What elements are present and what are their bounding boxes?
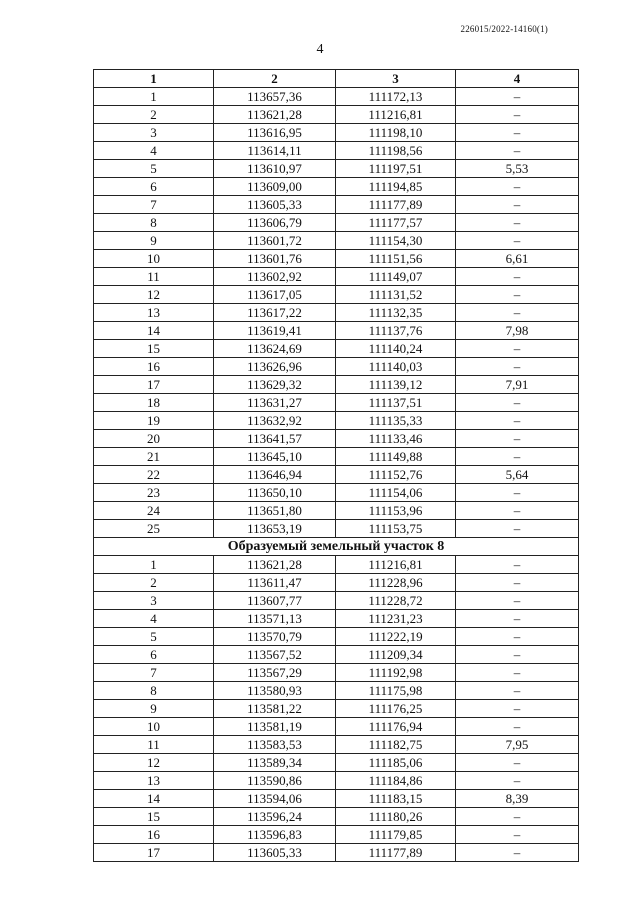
table-row [94,196,579,214]
table-cell: 111194,85 [336,178,456,196]
table-cell: 113596,24 [214,808,336,826]
table-cell: 113632,92 [214,412,336,430]
table-row [94,844,579,862]
table-cell: 111132,35 [336,304,456,322]
column-header: 2 [214,70,336,88]
table-cell: 113621,28 [214,106,336,124]
table-cell: 5,53 [456,160,579,178]
table-cell: – [456,700,579,718]
document-id: 226015/2022-14160(1) [460,24,548,34]
table-cell: 113581,19 [214,718,336,736]
table-row [94,484,579,502]
table-cell: 113589,34 [214,754,336,772]
table-cell: 111149,07 [336,268,456,286]
table-cell: 111137,76 [336,322,456,340]
table-cell: – [456,448,579,466]
table-cell: 113590,86 [214,772,336,790]
table-cell: – [456,358,579,376]
table-cell: 111185,06 [336,754,456,772]
table-cell: 6 [94,178,214,196]
table-row [94,88,579,106]
table-row [94,736,579,754]
table-row [94,502,579,520]
page-number: 4 [316,42,324,57]
table-cell: 111197,51 [336,160,456,178]
table-cell: 113609,00 [214,178,336,196]
column-header: 1 [94,70,214,88]
table-cell: 4 [94,610,214,628]
table-cell: 14 [94,790,214,808]
table-row [94,268,579,286]
table-row [94,826,579,844]
table-cell: 5,64 [456,466,579,484]
table-cell: 6 [94,646,214,664]
table-cell: 2 [94,574,214,592]
section-header-group [94,538,579,556]
column-header: 3 [336,70,456,88]
table-cell: 111153,75 [336,520,456,538]
table-cell: 7 [94,196,214,214]
table-cell: 113601,76 [214,250,336,268]
table-cell: 111198,10 [336,124,456,142]
table-cell: 1 [94,556,214,574]
table-row [94,808,579,826]
table-cell: 111154,30 [336,232,456,250]
table-cell: 11 [94,268,214,286]
table-cell: – [456,178,579,196]
table-cell: 113621,28 [214,556,336,574]
table-cell: 113611,47 [214,574,336,592]
table-cell: 111154,06 [336,484,456,502]
table-cell: 113607,77 [214,592,336,610]
table-row [94,610,579,628]
table-row [94,466,579,484]
table-cell: – [456,826,579,844]
table-cell: 111139,12 [336,376,456,394]
table-cell: 111209,34 [336,646,456,664]
table-row [94,718,579,736]
table-cell: – [456,592,579,610]
table-cell: 111133,46 [336,430,456,448]
table-cell: – [456,124,579,142]
table-cell: 113616,95 [214,124,336,142]
table-row [94,556,579,574]
table-body-section [94,556,579,862]
table-cell: 111216,81 [336,106,456,124]
table-cell: 24 [94,502,214,520]
table-cell: 111151,56 [336,250,456,268]
table-header-row [94,70,579,88]
table-cell: – [456,754,579,772]
table-cell: 9 [94,700,214,718]
table-cell: 111131,52 [336,286,456,304]
table-cell: 111152,76 [336,466,456,484]
table-cell: 14 [94,322,214,340]
table-cell: 25 [94,520,214,538]
table-cell: 19 [94,412,214,430]
table-row [94,700,579,718]
table-cell: 3 [94,592,214,610]
table-cell: 113645,10 [214,448,336,466]
table-cell: 8,39 [456,790,579,808]
table-cell: 111172,13 [336,88,456,106]
table-cell: 1 [94,88,214,106]
table-cell: – [456,268,579,286]
table-cell: 8 [94,682,214,700]
table-cell: 113570,79 [214,628,336,646]
table-cell: 17 [94,376,214,394]
table-row [94,646,579,664]
table-cell: 113571,13 [214,610,336,628]
table-cell: – [456,646,579,664]
table-cell: 113631,27 [214,394,336,412]
table-cell: 4 [94,142,214,160]
table-cell: 111135,33 [336,412,456,430]
table-cell: – [456,628,579,646]
table-cell: 3 [94,124,214,142]
table-cell: 113605,33 [214,844,336,862]
table-row [94,574,579,592]
table-body-main [94,88,579,538]
table-row [94,376,579,394]
table-cell: 111140,03 [336,358,456,376]
table-cell: 23 [94,484,214,502]
table-row [94,286,579,304]
table-row [94,304,579,322]
section-header-row [94,538,579,556]
table-cell: 111177,57 [336,214,456,232]
column-header: 4 [456,70,579,88]
table-cell: 111216,81 [336,556,456,574]
table-cell: – [456,430,579,448]
table-row [94,664,579,682]
table-cell: 113606,79 [214,214,336,232]
table-row [94,430,579,448]
table-cell: – [456,304,579,322]
table-cell: 111222,19 [336,628,456,646]
table-cell: 9 [94,232,214,250]
table-cell: 10 [94,718,214,736]
table-cell: 113629,32 [214,376,336,394]
table-row [94,412,579,430]
table-cell: 111153,96 [336,502,456,520]
table-cell: 8 [94,214,214,232]
table-cell: – [456,106,579,124]
table-cell: 7,91 [456,376,579,394]
table-cell: 111175,98 [336,682,456,700]
table-cell: – [456,142,579,160]
table-cell: – [456,196,579,214]
table-cell: 111192,98 [336,664,456,682]
table-cell: 113567,52 [214,646,336,664]
table-cell: – [456,340,579,358]
table-cell: 11 [94,736,214,754]
table-cell: 7 [94,664,214,682]
table-cell: 113614,11 [214,142,336,160]
table-cell: 113624,69 [214,340,336,358]
table-cell: – [456,610,579,628]
table-cell: – [456,232,579,250]
table-cell: 113626,96 [214,358,336,376]
table-cell: 113601,72 [214,232,336,250]
table-cell: 113602,92 [214,268,336,286]
table-cell: 21 [94,448,214,466]
table-row [94,322,579,340]
table-row [94,394,579,412]
table-cell: – [456,484,579,502]
table-row [94,232,579,250]
table-cell: – [456,412,579,430]
table-cell: – [456,520,579,538]
table-cell: 111177,89 [336,196,456,214]
table-cell: 113594,06 [214,790,336,808]
table-cell: 12 [94,754,214,772]
table-row [94,682,579,700]
table-cell: – [456,574,579,592]
table-cell: – [456,502,579,520]
table-row [94,250,579,268]
table-cell: 113653,19 [214,520,336,538]
table-cell: 16 [94,358,214,376]
table-cell: 12 [94,286,214,304]
table-cell: – [456,844,579,862]
table-row [94,790,579,808]
table-cell: 111180,26 [336,808,456,826]
table-cell: 113610,97 [214,160,336,178]
table-cell: 113646,94 [214,466,336,484]
table-cell: 111184,86 [336,772,456,790]
table-cell: 113605,33 [214,196,336,214]
table-cell: 111228,72 [336,592,456,610]
table-cell: 15 [94,340,214,358]
table-cell: 111198,56 [336,142,456,160]
table-cell: 111149,88 [336,448,456,466]
table-cell: 111176,25 [336,700,456,718]
table-cell: – [456,286,579,304]
table-cell: – [456,394,579,412]
table-cell: 111177,89 [336,844,456,862]
table-cell: 15 [94,808,214,826]
table-row [94,448,579,466]
table-cell: – [456,664,579,682]
section-title: Образуемый земельный участок 8 [94,538,579,556]
table-cell: 113617,22 [214,304,336,322]
table-row [94,358,579,376]
table-cell: – [456,214,579,232]
table-cell: 7,98 [456,322,579,340]
table-cell: – [456,88,579,106]
table-row [94,124,579,142]
table-cell: 22 [94,466,214,484]
table-cell: 5 [94,628,214,646]
table-cell: – [456,556,579,574]
table-cell: 111137,51 [336,394,456,412]
table-cell: 113581,22 [214,700,336,718]
table-cell: 18 [94,394,214,412]
table-cell: 113580,93 [214,682,336,700]
table-row [94,160,579,178]
table-cell: – [456,718,579,736]
table-row [94,106,579,124]
table-cell: 113567,29 [214,664,336,682]
table-cell: – [456,682,579,700]
table-cell: 113657,36 [214,88,336,106]
table-cell: 113619,41 [214,322,336,340]
table-cell: 111140,24 [336,340,456,358]
table-row [94,142,579,160]
table-cell: 111179,85 [336,826,456,844]
table-cell: 113650,10 [214,484,336,502]
table-cell: 111182,75 [336,736,456,754]
table-row [94,340,579,358]
table-cell: 6,61 [456,250,579,268]
table-cell: 113596,83 [214,826,336,844]
table-cell: 10 [94,250,214,268]
table-cell: 113583,53 [214,736,336,754]
table-row [94,754,579,772]
table-cell: 111231,23 [336,610,456,628]
table-cell: – [456,808,579,826]
table-cell: 113617,05 [214,286,336,304]
table-cell: 13 [94,304,214,322]
table-cell: 111176,94 [336,718,456,736]
table-row [94,178,579,196]
table-cell: 111183,15 [336,790,456,808]
table-row [94,592,579,610]
table-cell: 2 [94,106,214,124]
table-row [94,628,579,646]
table-row [94,772,579,790]
table-row [94,520,579,538]
table-cell: 17 [94,844,214,862]
table-cell: 113651,80 [214,502,336,520]
table-row [94,214,579,232]
table-cell: 113641,57 [214,430,336,448]
table-cell: 7,95 [456,736,579,754]
table-cell: 20 [94,430,214,448]
table-cell: 111228,96 [336,574,456,592]
table-cell: 16 [94,826,214,844]
coordinates-table [93,69,579,862]
table-cell: 5 [94,160,214,178]
table-cell: 13 [94,772,214,790]
table-cell: – [456,772,579,790]
